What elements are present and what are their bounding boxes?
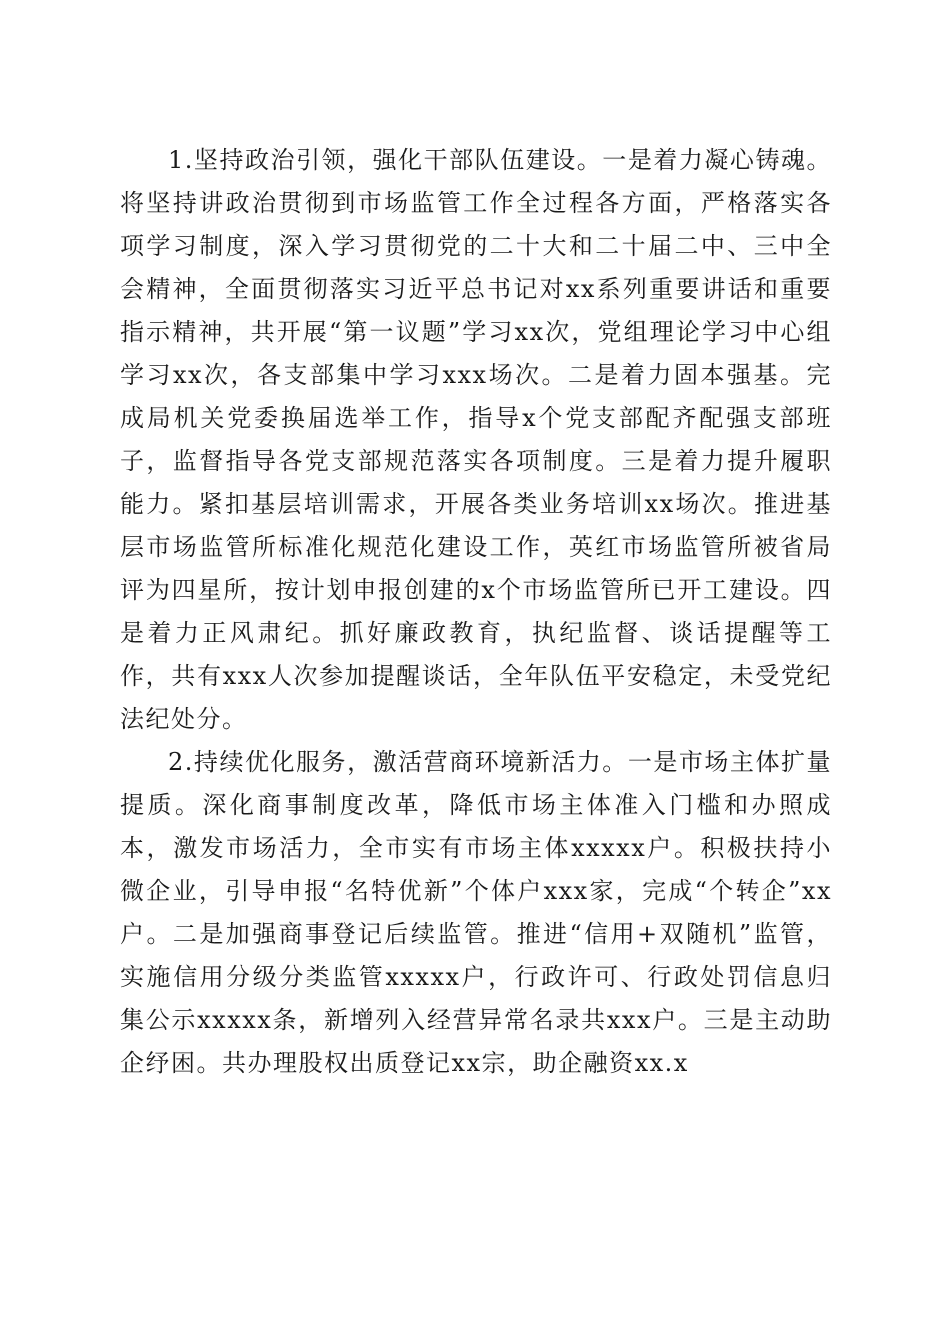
paragraph-business-environment: 2.持续优化服务，激活营商环境新活力。一是市场主体扩量提质。深化商事制度改革，降低市场主体准入门槛和办照成本，激发市场活力，全市实有市场主体xxxxx户。积极扶持小微企业，引导申报“名特优新”个体户xxx家，完成“个转企”xx户。二是加强商事登记后续监管。推进“信用+双随机”监管，实施信用分级分类监管xxxxx户，行政许可、行政处罚信息归集公示xxxxx条，新增列入经营异常名录共xxx户。三是主动助企纾困。共办理股权出质登记xx宗，助企融资xx.x: [120, 748, 832, 1077]
paragraph-party-building: 1.坚持政治引领，强化干部队伍建设。一是着力凝心铸魂。将坚持讲政治贯彻到市场监管工作全过程各方面，严格落实各项学习制度，深入学习贯彻党的二十大和二十届二中、三中全会精神，全面贯彻落实习近平总书记对xx系列重要讲话和重要指示精神，共开展“第一议题”学习xx次，党组理论学习中心组学习xx次，各支部集中学习xxx场次。二是着力固本强基。完成局机关党委换届选举工作，指导x个党支部配齐配强支部班子，监督指导各党支部规范落实各项制度。三是着力提升履职能力。紧扣基层培训需求，开展各类业务培训xx场次。推进基层市场监管所标准化规范化建设工作，英红市场监管所被省局评为四星所，按计划申报创建的x个市场监管所已开工建设。四是着力正风肃纪。抓好廉政教育，执纪监督、谈话提醒等工作，共有xxx人次参加提醒谈话，全年队伍平安稳定，未受党纪法纪处分。: [120, 146, 832, 733]
document-body: [120, 139, 832, 1085]
